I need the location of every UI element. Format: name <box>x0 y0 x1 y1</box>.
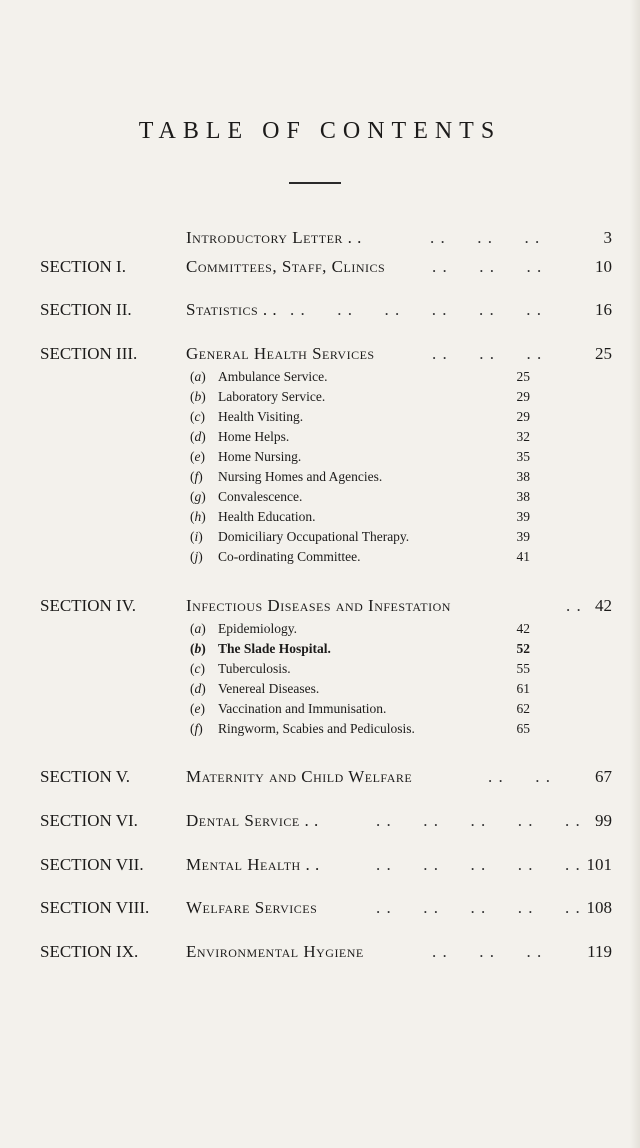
toc-heading: Introductory Letter . . <box>186 228 362 247</box>
toc-page-number: 10 <box>595 257 612 276</box>
subitem-text: Domiciliary Occupational Therapy. <box>218 529 410 544</box>
subitem-letter: (j) <box>190 549 203 564</box>
subitem-page: 35 <box>516 449 530 464</box>
toc-subitem <box>190 681 540 701</box>
subitem-page: 38 <box>516 469 530 484</box>
dot-leader: . . . . . . <box>432 344 543 363</box>
dot-leader: . . . . . . . . . . <box>376 811 581 830</box>
subitem-letter: (c) <box>190 409 205 424</box>
section-label: SECTION II. <box>40 300 132 319</box>
title-divider <box>289 182 341 184</box>
dot-leader: . . . . <box>488 767 551 786</box>
toc-subitem <box>190 449 540 469</box>
dot-leader: . . . . . . <box>432 942 543 961</box>
subitem-text: Co-ordinating Committee. <box>218 549 361 564</box>
section-label: SECTION IX. <box>40 942 139 961</box>
dot-leader: . . . . . . <box>430 228 541 247</box>
subitem-letter: (e) <box>190 449 205 464</box>
section-label: SECTION IV. <box>40 596 137 615</box>
toc-entry-section-3 <box>0 344 640 370</box>
subitem-letter: (e) <box>190 701 205 716</box>
subitem-text: Tuberculosis. <box>218 661 291 676</box>
subitem-letter: (c) <box>190 661 205 676</box>
dot-leader: . . . . . . <box>432 257 543 276</box>
toc-page-number: 101 <box>586 855 612 874</box>
subitem-text: Home Helps. <box>218 429 290 444</box>
toc-entry-section-2 <box>0 300 640 326</box>
subitem-page: 62 <box>516 701 530 716</box>
toc-subitem <box>190 429 540 449</box>
toc-heading: Dental Service . . <box>186 811 319 830</box>
page-title: TABLE OF CONTENTS <box>138 118 502 144</box>
toc-entry-introductory-letter <box>0 228 640 254</box>
toc-page-number: 42 <box>595 596 612 615</box>
dot-leader: . . <box>566 596 582 615</box>
toc-heading: Statistics . . <box>186 300 278 319</box>
subitem-letter: (d) <box>190 681 206 696</box>
toc-page-number: 119 <box>587 942 612 961</box>
dot-leader: . . . . . . . . . . <box>376 855 581 874</box>
subitem-text: Venereal Diseases. <box>218 681 320 696</box>
subitem-letter: (a) <box>190 369 206 384</box>
toc-entry-section-5 <box>0 767 640 793</box>
subitem-letter: (g) <box>190 489 206 504</box>
subitem-text: The Slade Hospital. <box>218 641 331 656</box>
section-label: SECTION VII. <box>40 855 144 874</box>
subitem-letter: (h) <box>190 509 206 524</box>
toc-heading: Welfare Services <box>186 898 318 917</box>
subitem-page: 38 <box>516 489 530 504</box>
toc-subitem <box>190 549 540 569</box>
section-label: SECTION V. <box>40 767 131 786</box>
subitem-text: Nursing Homes and Agencies. <box>218 469 383 484</box>
subitem-page: 29 <box>516 409 530 424</box>
subitem-text: Convalescence. <box>218 489 303 504</box>
toc-heading: Infectious Diseases and Infestation <box>186 596 451 615</box>
toc-subitem <box>190 409 540 429</box>
toc-subitem <box>190 529 540 549</box>
subitem-letter: (f) <box>190 469 203 484</box>
subitem-text: Epidemiology. <box>218 621 297 636</box>
toc-page-number: 25 <box>595 344 612 363</box>
toc-subitem <box>190 621 540 641</box>
toc-heading: Maternity and Child Welfare <box>186 767 413 786</box>
subitem-letter: (b) <box>190 389 206 404</box>
subitem-text: Laboratory Service. <box>218 389 326 404</box>
subitem-letter: (d) <box>190 429 206 444</box>
toc-subitem <box>190 661 540 681</box>
subitem-page: 39 <box>516 509 530 524</box>
subitem-page: 55 <box>516 661 530 676</box>
subitem-page: 42 <box>516 621 530 636</box>
subitem-page: 65 <box>516 721 530 736</box>
subitem-page: 39 <box>516 529 530 544</box>
toc-entry-section-6 <box>0 811 640 837</box>
section-label: SECTION I. <box>40 257 126 276</box>
toc-entry-section-7 <box>0 855 640 881</box>
subitem-page: 61 <box>516 681 530 696</box>
subitem-letter: (i) <box>190 529 203 544</box>
toc-subitem <box>190 369 540 389</box>
toc-heading: General Health Services <box>186 344 375 363</box>
subitem-text: Ambulance Service. <box>218 369 328 384</box>
subitem-text: Health Visiting. <box>218 409 304 424</box>
toc-page-number: 99 <box>595 811 612 830</box>
subitem-letter: (f) <box>190 721 203 736</box>
toc-page-number: 67 <box>595 767 612 786</box>
toc-subitem <box>190 489 540 509</box>
toc-page-number: 16 <box>595 300 612 319</box>
subitem-text: Ringworm, Scabies and Pediculosis. <box>218 721 415 736</box>
subitem-letter: (a) <box>190 621 206 636</box>
toc-heading: Mental Health . . <box>186 855 320 874</box>
toc-entry-section-4 <box>0 596 640 622</box>
subitem-page: 52 <box>516 641 530 656</box>
toc-heading: Environmental Hygiene <box>186 942 364 961</box>
subitem-text: Vaccination and Immunisation. <box>218 701 387 716</box>
toc-page-number: 108 <box>586 898 612 917</box>
page-edge-shadow <box>630 0 640 1148</box>
toc-subitem <box>190 701 540 721</box>
toc-subitem <box>190 389 540 409</box>
section-label: SECTION VIII. <box>40 898 150 917</box>
subitem-text: Health Education. <box>218 509 316 524</box>
subitem-page: 25 <box>516 369 530 384</box>
toc-entry-section-8 <box>0 898 640 924</box>
toc-subitem <box>190 641 540 661</box>
subitem-page: 41 <box>516 549 530 564</box>
toc-entry-section-1 <box>0 257 640 283</box>
section-label: SECTION VI. <box>40 811 138 830</box>
toc-subitem <box>190 721 540 741</box>
subitem-text: Home Nursing. <box>218 449 302 464</box>
toc-subitem <box>190 509 540 529</box>
toc-subitem <box>190 469 540 489</box>
dot-leader: . . . . . . . . . . <box>376 898 581 917</box>
section-label: SECTION III. <box>40 344 138 363</box>
toc-entry-section-9 <box>0 942 640 968</box>
subitem-letter: (b) <box>190 641 206 656</box>
subitem-page: 32 <box>516 429 530 444</box>
dot-leader: . . . . . . . . . . . . <box>290 300 542 319</box>
subitem-page: 29 <box>516 389 530 404</box>
toc-heading: Committees, Staff, Clinics <box>186 257 386 276</box>
toc-page-number: 3 <box>603 228 612 247</box>
